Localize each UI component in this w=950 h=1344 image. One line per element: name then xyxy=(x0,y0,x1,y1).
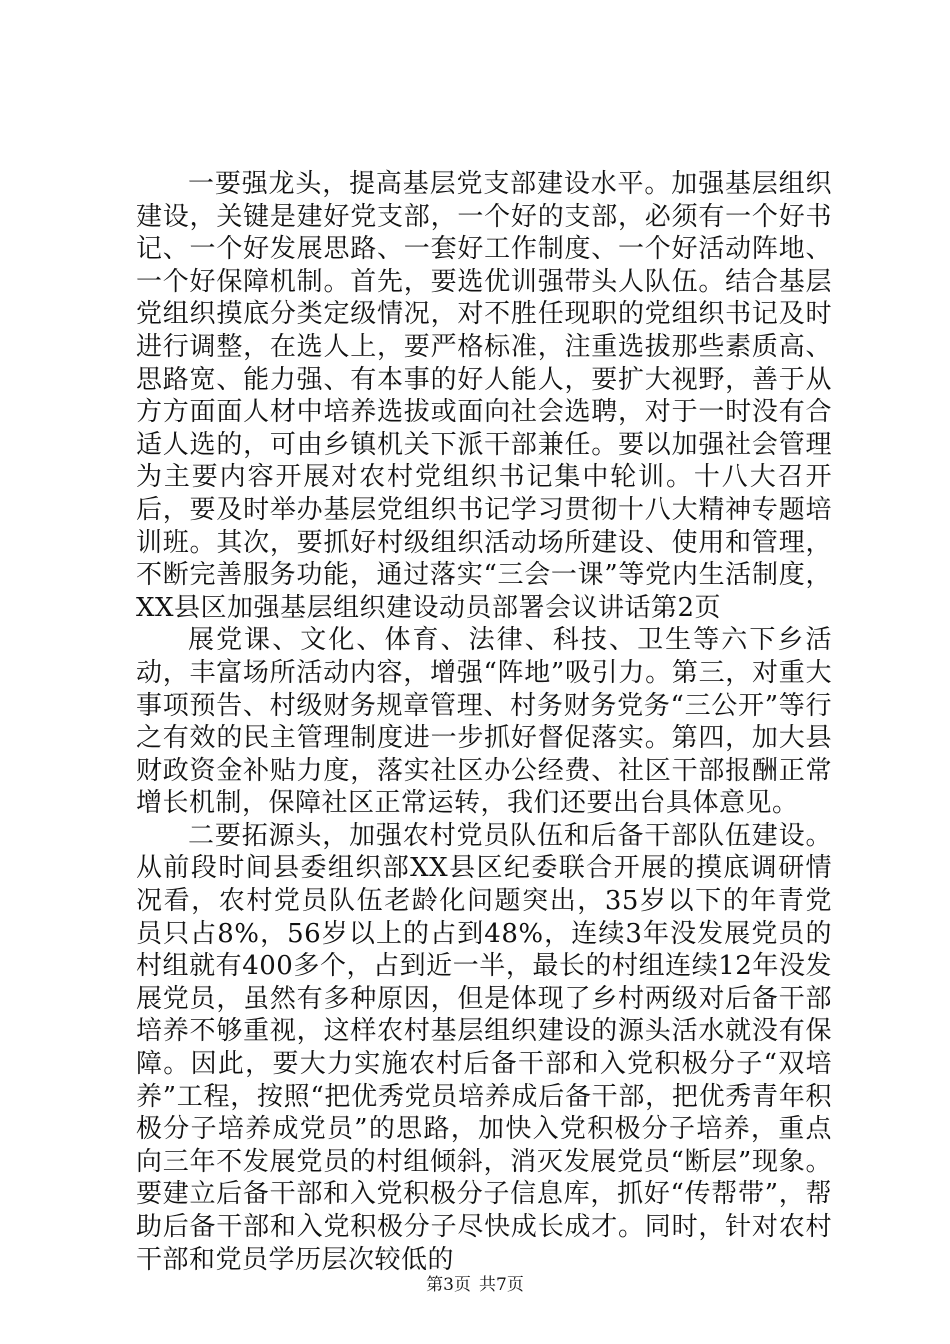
paragraph-2: 展党课、文化、体育、法律、科技、卫生等六下乡活动，丰富场所活动内容，增强“阵地”吸引力。第三，对重大事项预告、村级财务规章管理、村务财务党务“三公开”等行之有效的民主管理制度进一步抓好督促落实。第四，加大县财政资金补贴力度，落实社区办公经费、社区干部报酬正常增长机制，保障社区正常运转，我们还要出台具体意见。 xyxy=(136,625,832,819)
document-body xyxy=(136,168,832,1276)
page-number-total: 共7页 xyxy=(479,1275,524,1295)
page-number-current: 第3页 xyxy=(426,1275,471,1295)
paragraph-3: 二要拓源头，加强农村党员队伍和后备干部队伍建设。从前段时间县委组织部XX县区纪委联合开展的摸底调研情况看，农村党员队伍老龄化问题突出，35岁以下的年青党员只占8%，56岁以上的占到48%，连续3年没发展党员的村组就有400多个，占到近一半，最长的村组连续12年没发展党员，虽然有多种原因，但是体现了乡村两级对后备干部培养不够重视，这样农村基层组织建设的源头活水就没有保障。因此，要大力实施农村后备干部和入党积极分子“双培养”工程，按照“把优秀党员培养成后备干部，把优秀青年积极分子培养成党员”的思路，加快入党积极分子培养，重点向三年不发展党员的村组倾斜，消灭发展党员“断层”现象。要建立后备干部和入党积极分子信息库，抓好“传帮带”，帮助后备干部和入党积极分子尽快成长成才。同时，针对农村干部和党员学历层次较低的 xyxy=(136,820,832,1275)
page-footer xyxy=(0,1270,950,1295)
paragraph-1: 一要强龙头，提高基层党支部建设水平。加强基层组织建设，关键是建好党支部，一个好的支部，必须有一个好书记、一个好发展思路、一套好工作制度、一个好活动阵地、一个好保障机制。首先，要选优训强带头人队伍。结合基层党组织摸底分类定级情况，对不胜任现职的党组织书记及时进行调整，在选人上，要严格标准，注重选拔那些素质高、思路宽、能力强、有本事的好人能人，要扩大视野，善于从方方面面人材中培养选拔或面向社会选聘，对于一时没有合适人选的，可由乡镇机关下派干部兼任。要以加强社会管理为主要内容开展对农村党组织书记集中轮训。十八大召开后，要及时举办基层党组织书记学习贯彻十八大精神专题培训班。其次，要抓好村级组织活动场所建设、使用和管理，不断完善服务功能，通过落实“三会一课”等党内生活制度，XX县区加强基层组织建设动员部署会议讲话第2页 xyxy=(136,169,832,623)
